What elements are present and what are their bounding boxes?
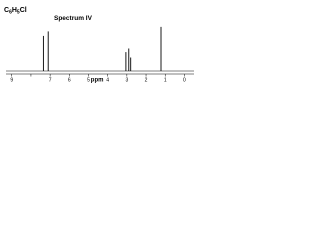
x-tick-label-4: 5 [87,77,90,84]
x-axis-label: ppm [90,77,104,84]
formula-part-3: 5 [16,9,20,16]
x-tick-label-0: 9 [10,77,14,84]
formula-part-4: Cl [19,7,27,14]
molecular-formula [4,7,27,16]
x-tick-label-5: 4 [106,77,110,84]
x-tick-label-6: 3 [125,77,129,84]
formula-part-2: H [11,7,17,14]
chart-title: Spectrum IV [54,15,92,22]
x-tick-label-3: 6 [67,77,71,84]
formula-part-0: C [4,7,10,14]
x-tick-label-8: 1 [163,77,167,84]
x-tick-label-7: 2 [144,77,148,84]
x-tick-label-9: 0 [183,77,186,84]
x-ticks [12,74,185,77]
x-tick-label-2: 7 [48,77,52,84]
peaks-group [43,27,161,71]
formula-part-1: 6 [9,9,12,16]
spectrum-chart [0,0,200,96]
